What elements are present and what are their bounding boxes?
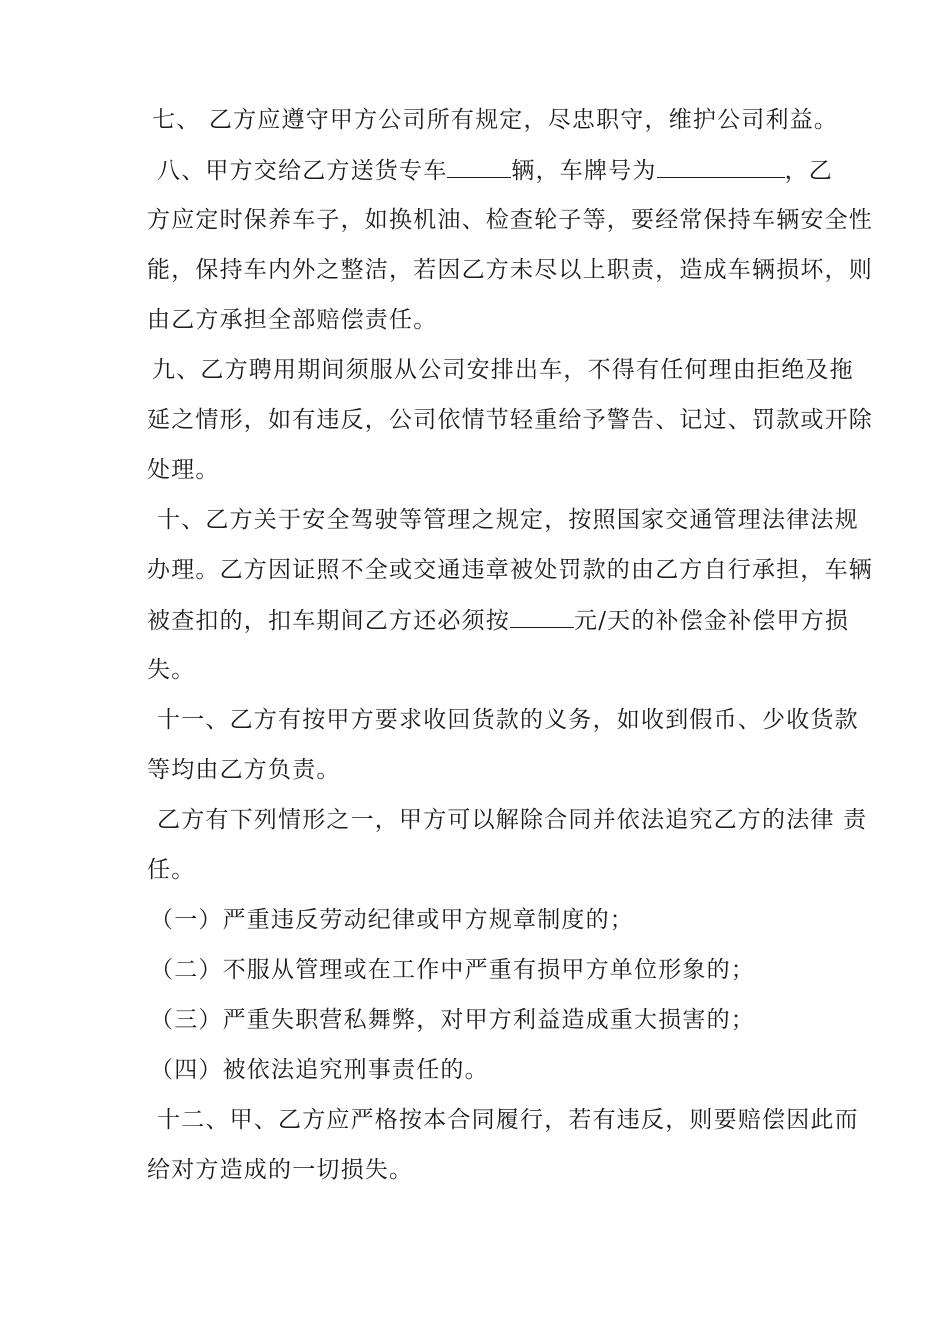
clause-8-line-4: 由乙方承担全部赔偿责任。: [147, 307, 438, 333]
daily-compensation-blank: [510, 605, 574, 628]
clause-11-line-2: 等均由乙方负责。: [147, 757, 341, 783]
clause-9-line-1: 九、乙方聘用期间须服从公司安排出车，不得有任何理由拒绝及拖: [152, 357, 854, 383]
clause-8-line-1: [157, 155, 833, 186]
clause-8-line-3: 能，保持车内外之整洁，若因乙方未尽以上职责，造成车辆损坏，则: [147, 257, 873, 283]
clause-12-line-2: 给对方造成的一切损失。: [147, 1157, 414, 1183]
termination-item-1: （一）严重违反劳动纪律或甲方规章制度的；: [150, 907, 634, 933]
clause-8-text-b: 辆，车牌号为: [511, 158, 657, 184]
termination-item-2: （二）不服从管理或在工作中严重有损甲方单位形象的；: [150, 957, 755, 983]
clause-10-text-a: 被查扣的，扣车期间乙方还必须按: [147, 608, 510, 634]
clause-10-line-4: 失。: [147, 657, 196, 683]
clause-9-line-3: 处理。: [147, 457, 220, 483]
clause-8-text-c: ，乙: [784, 158, 834, 184]
termination-line-2: 任。: [147, 857, 196, 883]
clause-12-line-1: 十二、甲、乙方应严格按本合同履行，若有违反，则要赔偿因此而: [157, 1107, 859, 1133]
clause-10-line-1: 十、乙方关于安全驾驶等管理之规定，按照国家交通管理法律法规: [157, 507, 859, 533]
termination-item-4: （四）被依法追究刑事责任的。: [150, 1057, 489, 1083]
termination-line-1: 乙方有下列情形之一，甲方可以解除合同并依法追究乙方的法律 责: [157, 807, 868, 833]
clause-11-line-1: 十一、乙方有按甲方要求收回货款的义务，如收到假币、少收货款: [157, 707, 859, 733]
termination-item-3: （三）严重失职营私舞弊，对甲方利益造成重大损害的；: [150, 1007, 755, 1033]
clause-10-line-2: 办理。乙方因证照不全或交通违章被处罚款的由乙方自行承担，车辆: [147, 557, 873, 583]
clause-9-line-2: 延之情形，如有违反，公司依情节轻重给予警告、记过、罚款或开除: [147, 407, 873, 433]
clause-10-text-b: 元/天的补偿金补偿甲方损: [574, 608, 850, 634]
plate-number-blank: [657, 155, 785, 178]
clause-10-line-3: [147, 605, 849, 636]
clause-8-line-2: 方应定时保养车子，如换机油、检查轮子等，要经常保持车辆安全性: [147, 207, 873, 233]
clause-8-text-a: 八、甲方交给乙方送货专车: [157, 158, 448, 184]
clause-7: 七、 乙方应遵守甲方公司所有规定，尽忠职守，维护公司利益。: [152, 107, 839, 133]
vehicle-count-blank: [447, 155, 511, 178]
